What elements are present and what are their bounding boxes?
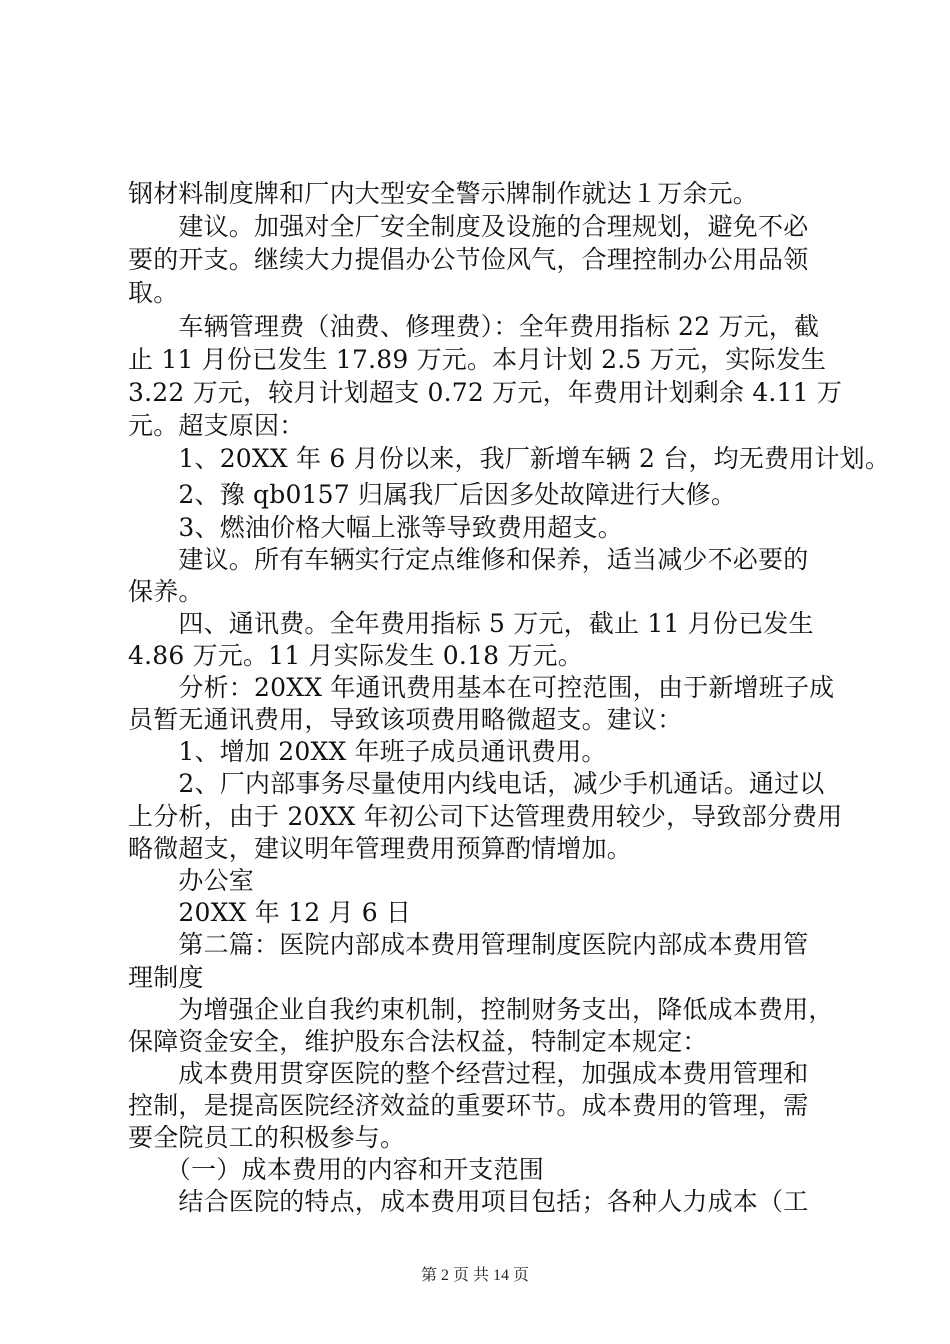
body-line: 控制，是提高医院经济效益的重要环节。成本费用的管理，需 bbox=[128, 1091, 809, 1120]
body-line: 为增强企业自我约束机制，控制财务支出，降低成本费用， bbox=[128, 995, 834, 1024]
body-line: 车辆管理费（油费、修理费）：全年费用指标 22 万元，截 bbox=[128, 312, 820, 341]
body-line: 成本费用贯穿医院的整个经营过程，加强成本费用管理和 bbox=[128, 1059, 809, 1088]
body-line: 分析：20XX 年通讯费用基本在可控范围，由于新增班子成 bbox=[128, 673, 835, 702]
body-line: 略微超支，建议明年管理费用预算酌情增加。 bbox=[128, 834, 633, 863]
body-line: 要的开支。继续大力提倡办公节俭风气，合理控制办公用品领 bbox=[128, 245, 809, 274]
body-line: 理制度 bbox=[128, 963, 204, 992]
body-line: 1、增加 20XX 年班子成员通讯费用。 bbox=[128, 737, 607, 766]
body-line: 办公室 bbox=[128, 866, 255, 895]
body-line: 20XX 年 12 月 6 日 bbox=[128, 898, 412, 927]
body-line: 2、厂内部事务尽量使用内线电话，减少手机通话。通过以 bbox=[128, 769, 825, 798]
body-line: 员暂无通讯费用，导致该项费用略微超支。建议： bbox=[128, 705, 683, 734]
page-footer: 第 2 页 共 14 页 bbox=[420, 1267, 529, 1284]
body-line: 保养。 bbox=[128, 577, 204, 606]
body-line: 1、20XX 年 6 月份以来，我厂新增车辆 2 台，均无费用计划。 bbox=[128, 444, 891, 473]
body-line: 第二篇：医院内部成本费用管理制度医院内部成本费用管 bbox=[128, 930, 809, 959]
body-line: 建议。加强对全厂安全制度及设施的合理规划，避免不必 bbox=[128, 212, 809, 241]
body-line: 钢材料制度牌和厂内大型安全警示牌制作就达１万余元。 bbox=[128, 179, 759, 208]
body-line: 3、燃油价格大幅上涨等导致费用超支。 bbox=[128, 513, 623, 542]
body-line: 2、豫 qb0157 归属我厂后因多处故障进行大修。 bbox=[128, 480, 737, 509]
body-line: 四、通讯费。全年费用指标 5 万元，截止 11 月份已发生 bbox=[128, 609, 814, 638]
body-line: 建议。所有车辆实行定点维修和保养，适当减少不必要的 bbox=[128, 545, 809, 574]
body-line: 上分析，由于 20XX 年初公司下达管理费用较少，导致部分费用 bbox=[128, 802, 843, 831]
body-line: （一）成本费用的内容和开支范围 bbox=[128, 1155, 544, 1184]
body-line: 3.22 万元，较月计划超支 0.72 万元，年费用计划剩余 4.11 万 bbox=[128, 378, 843, 407]
body-line: 4.86 万元。11 月实际发生 0.18 万元。 bbox=[128, 641, 583, 670]
body-line: 取。 bbox=[128, 278, 179, 307]
body-line: 元。超支原因： bbox=[128, 411, 305, 440]
body-line: 要全院员工的积极参与。 bbox=[128, 1123, 406, 1152]
body-line: 结合医院的特点，成本费用项目包括；各种人力成本（工 bbox=[128, 1187, 809, 1216]
body-line: 止 11 月份已发生 17.89 万元。本月计划 2.5 万元，实际发生 bbox=[128, 345, 827, 374]
body-line: 保障资金安全，维护股东合法权益，特制定本规定： bbox=[128, 1027, 708, 1056]
